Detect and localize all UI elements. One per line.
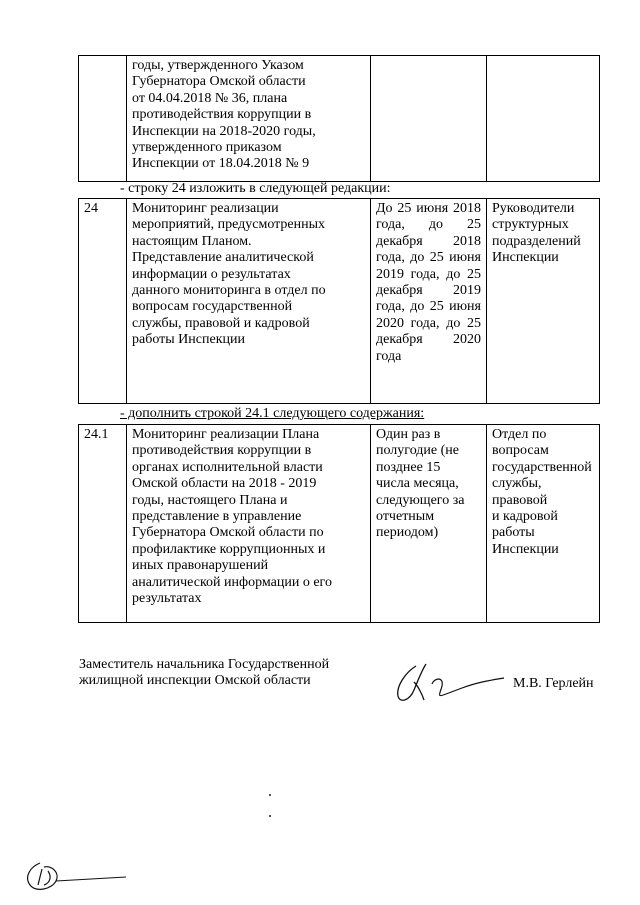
table-row	[79, 199, 600, 404]
scan-speck	[269, 794, 271, 796]
table-row	[79, 56, 600, 182]
signatory-position: Заместитель начальника Государственной жилищной инспекции Омской области	[79, 657, 330, 689]
table-row-24	[78, 198, 600, 404]
handwritten-initials	[22, 855, 132, 895]
row-number: 24.1	[79, 425, 127, 623]
number-cell	[79, 56, 127, 182]
signatory-name: М.В. Герлейн	[513, 676, 594, 691]
amendment-note-row-24: - строку 24 изложить в следующей редакции:	[120, 181, 391, 196]
amendment-note-row-24-1: - дополнить строкой 24.1 следующего содержания:	[120, 406, 425, 421]
row-deadline: До 25 июня 2018 года, до 25 декабря 2018 года, до 25 июня 2019 года, до 25 декабря 2019 года, до 25 июня 2020 года, до 25 декабря 2020 года	[371, 199, 487, 404]
row-deadline: Один раз в полугодие (не позднее 15 числа месяца, следующего за отчетным периодом)	[371, 425, 487, 623]
table-row-24-1	[78, 424, 600, 623]
row-description: Мониторинг реализации мероприятий, предусмотренных настоящим Планом. Представление аналитической информации о результатах данного мониторинга в отдел по вопросам государственной службы, правовой и кадровой работы Инспекции	[127, 199, 371, 404]
responsible-cell	[487, 56, 600, 182]
scan-speck	[269, 815, 271, 817]
row-responsible: Отдел по вопросам государственной службы, правовой и кадровой работы Инспекции	[487, 425, 600, 623]
row-number: 24	[79, 199, 127, 404]
table-continuation	[78, 55, 600, 182]
description-cell: годы, утвержденного Указом Губернатора Омской области от 04.04.2018 № 36, плана противодействия коррупции в Инспекции на 2018-2020 годы, утвержденного приказом Инспекции от 18.04.2018 № 9	[127, 56, 371, 182]
handwritten-signature	[388, 660, 508, 708]
table-row	[79, 425, 600, 623]
deadline-cell	[371, 56, 487, 182]
row-description: Мониторинг реализации Плана противодействия коррупции в органах исполнительной власти Омской области на 2018 - 2019 годы, настоящего Плана и представление в управление Губернатора Омской области по профилактике коррупционных и иных правонарушений аналитической информации о его результатах	[127, 425, 371, 623]
row-responsible: Руководители структурных подразделений Инспекции	[487, 199, 600, 404]
